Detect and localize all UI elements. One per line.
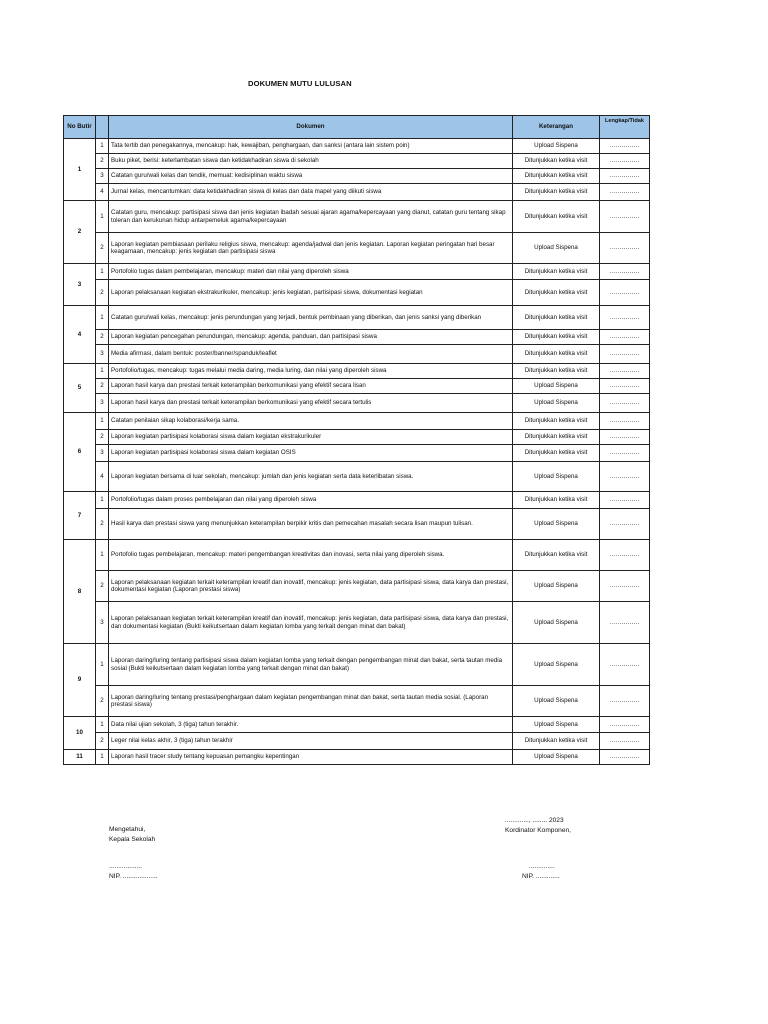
dokumen-cell: Laporan daring/luring tentang partisipasi siswa dalam kegiatan lomba yang terkait dengan pengembangan minat dan bakat, serta tautan media sosial (Bukti keikutsertaan dalam kegiatan lomba yang terkait dengan minat dan bakat) (109, 644, 513, 686)
keterangan-cell: Upload Sispena (513, 717, 600, 733)
dokumen-cell: Laporan pelaksanaan kegiatan ekstrakurikuler, mencakup: jenis kegiatan, partisipasi siswa, dokumentasi kegiatan (109, 280, 513, 306)
keterangan-cell: Ditunjukkan ketika visit (513, 169, 600, 184)
no-butir-cell: 3 (64, 264, 96, 306)
dokumen-cell: Laporan pelaksanaan kegiatan terkait keterampilan kreatif dan inovatif, mencakup: jenis kegiatan, data partisipasi siswa, data karya dan prestasi, dan dokumentasi kegiatan (Bukti keikutsertaan dalam kegiatan lomba yang terkait dengan minat dan bakat) (109, 602, 513, 644)
dokumen-cell: Laporan hasil karya dan prestasi terkait keterampilan berkomunikasi yang efektif secara tertulis (109, 394, 513, 413)
dokumen-cell: Portofolio/tugas dalam proses pembelajaran dan nilai yang diperoleh siswa (109, 492, 513, 509)
item-number-cell: 2 (96, 233, 109, 264)
item-number-cell: 3 (96, 445, 109, 462)
keterangan-cell: Ditunjukkan ketika visit (513, 201, 600, 233)
dokumen-cell: Laporan kegiatan pencegahan perundungan, mencakup: agenda, panduan, dan partisipasi siswa (109, 330, 513, 345)
header-no-butir: No Butir (64, 116, 96, 139)
table-row (64, 139, 650, 154)
signature-left-role: Kepala Sekolah (109, 835, 156, 843)
item-number-cell: 2 (96, 571, 109, 602)
dokumen-cell: Laporan kegiatan bersama di luar sekolah, mencakup: jumlah dan jenis kegiatan serta data keterlibatan siswa. (109, 462, 513, 492)
keterangan-cell: Upload Sispena (513, 571, 600, 602)
signature-left-nip: NIP. ................... (109, 872, 158, 880)
lengkap-tidak-cell: ............... (600, 571, 650, 602)
item-number-cell: 1 (96, 413, 109, 430)
lengkap-tidak-cell: ............... (600, 644, 650, 686)
dokumen-cell: Buku piket, berisi: keterlambatan siswa dan ketidakhadiran siswa di sekolah (109, 154, 513, 169)
lengkap-tidak-cell: ............... (600, 201, 650, 233)
lengkap-tidak-cell: ............... (600, 445, 650, 462)
item-number-cell: 1 (96, 306, 109, 330)
item-number-cell: 3 (96, 169, 109, 184)
dokumen-cell: Jurnal kelas, mencantumkan: data ketidakhadiran siswa di kelas dan data mapel yang diikuti siswa (109, 184, 513, 201)
dokumen-cell: Data nilai ujian sekolah, 3 (tiga) tahun terakhir. (109, 717, 513, 733)
item-number-cell: 1 (96, 201, 109, 233)
keterangan-cell: Ditunjukkan ketika visit (513, 330, 600, 345)
dokumen-cell: Portofolio/tugas, mencakup: tugas melalui media daring, media luring, dan nilai yang diperoleh siswa (109, 364, 513, 379)
dokumen-cell: Portofolio tugas dalam pembelajaran, mencakup: materi dan nilai yang diperoleh siswa (109, 264, 513, 280)
document-title: DOKUMEN MUTU LULUSAN (248, 79, 352, 88)
table-row (64, 379, 650, 394)
lengkap-tidak-cell: ............... (600, 686, 650, 717)
keterangan-cell: Ditunjukkan ketika visit (513, 445, 600, 462)
item-number-cell: 4 (96, 462, 109, 492)
table-row (64, 330, 650, 345)
table-row (64, 306, 650, 330)
no-butir-cell: 8 (64, 540, 96, 644)
keterangan-cell: Ditunjukkan ketika visit (513, 280, 600, 306)
keterangan-cell: Upload Sispena (513, 509, 600, 540)
table-header-row (64, 116, 650, 139)
table-row (64, 644, 650, 686)
table-row (64, 492, 650, 509)
signature-right-date: ............., ........ 2023 (505, 817, 564, 824)
keterangan-cell: Ditunjukkan ketika visit (513, 492, 600, 509)
table-row (64, 233, 650, 264)
dokumen-cell: Laporan kegiatan partisipasi kolaborasi siswa dalam kegiatan ekstrakurikuler (109, 430, 513, 445)
lengkap-tidak-cell: ............... (600, 330, 650, 345)
table-row (64, 394, 650, 413)
signature-right-nip: NIP. ............. (522, 872, 560, 880)
item-number-cell: 2 (96, 430, 109, 445)
keterangan-cell: Ditunjukkan ketika visit (513, 430, 600, 445)
no-butir-cell: 9 (64, 644, 96, 717)
signature-left (109, 825, 158, 881)
item-number-cell: 3 (96, 602, 109, 644)
item-number-cell: 2 (96, 733, 109, 750)
dokumen-cell: Portofolio tugas pembelajaran, mencakup: materi pengembangan kreativitas dan inovasi, serta nilai yang diperoleh siswa. (109, 540, 513, 571)
lengkap-tidak-cell: ............... (600, 184, 650, 201)
item-number-cell: 2 (96, 379, 109, 394)
dokumen-cell: Laporan pelaksanaan kegiatan terkait keterampilan kreatif dan inovatif, mencakup: jenis kegiatan, data partisipasi siswa, data karya dan prestasi, dokumentasi kegiatan (Laporan prestasi siswa) (109, 571, 513, 602)
table-row (64, 364, 650, 379)
table-row (64, 280, 650, 306)
signature-right-name: .............. (529, 863, 555, 870)
table-row (64, 733, 650, 750)
lengkap-tidak-cell: ............... (600, 733, 650, 750)
keterangan-cell: Ditunjukkan ketika visit (513, 733, 600, 750)
lengkap-tidak-cell: ............... (600, 264, 650, 280)
no-butir-cell: 6 (64, 413, 96, 492)
dokumen-cell: Catatan guru, mencakup: partisipasi siswa dan jenis kegiatan ibadah sesuai ajaran agama/kepercayaan yang dianut, catatan guru tentang sikap toleran dan kerukunan hidup antarpemeluk agama/kepercayaan (109, 201, 513, 233)
lengkap-tidak-cell: ............... (600, 717, 650, 733)
table-row (64, 184, 650, 201)
keterangan-cell: Ditunjukkan ketika visit (513, 413, 600, 430)
lengkap-tidak-cell: ............... (600, 413, 650, 430)
lengkap-tidak-cell: ............... (600, 509, 650, 540)
table-row (64, 571, 650, 602)
keterangan-cell: Upload Sispena (513, 644, 600, 686)
table-row (64, 602, 650, 644)
keterangan-cell: Upload Sispena (513, 233, 600, 264)
dokumen-cell: Tata tertib dan penegakannya, mencakup: hak, kewajiban, penghargaan, dan sanksi (antara lain sistem poin) (109, 139, 513, 154)
table-row (64, 509, 650, 540)
header-no (96, 116, 109, 139)
item-number-cell: 3 (96, 394, 109, 413)
table-row (64, 264, 650, 280)
keterangan-cell: Ditunjukkan ketika visit (513, 364, 600, 379)
item-number-cell: 2 (96, 330, 109, 345)
lengkap-tidak-cell: ............... (600, 345, 650, 364)
dokumen-cell: Laporan hasil karya dan prestasi terkait keterampilan berkomunikasi yang efektif secara lisan (109, 379, 513, 394)
keterangan-cell: Upload Sispena (513, 602, 600, 644)
item-number-cell: 2 (96, 154, 109, 169)
item-number-cell: 3 (96, 345, 109, 364)
lengkap-tidak-cell: ............... (600, 306, 650, 330)
lengkap-tidak-cell: ............... (600, 430, 650, 445)
dokumen-table (63, 115, 650, 765)
table-row (64, 169, 650, 184)
dokumen-cell: Catatan guru/wali kelas dan tendik, memuat: kedisiplinan waktu siswa (109, 169, 513, 184)
lengkap-tidak-cell: ............... (600, 233, 650, 264)
lengkap-tidak-cell: ............... (600, 540, 650, 571)
table-row (64, 345, 650, 364)
keterangan-cell: Upload Sispena (513, 750, 600, 765)
dokumen-cell: Laporan kegiatan pembiasaan perilaku religius siswa, mencakup: agenda/jadwal dan jenis kegiatan. Laporan kegiatan peringatan hari besar keagamaan, mencakup: jenis kegiatan dan partisipasi siswa (109, 233, 513, 264)
item-number-cell: 1 (96, 717, 109, 733)
dokumen-cell: Media afirmasi, dalam bentuk: poster/banner/spanduk/leaflet (109, 345, 513, 364)
header-dokumen: Dokumen (109, 116, 513, 139)
no-butir-cell: 1 (64, 139, 96, 201)
lengkap-tidak-cell: ............... (600, 462, 650, 492)
table-row (64, 750, 650, 765)
signature-left-label: Mengetahui, (109, 826, 146, 833)
no-butir-cell: 10 (64, 717, 96, 750)
table-row (64, 154, 650, 169)
table-row (64, 430, 650, 445)
signature-left-name: .................. (109, 863, 142, 870)
item-number-cell: 1 (96, 139, 109, 154)
keterangan-cell: Ditunjukkan ketika visit (513, 306, 600, 330)
table-row (64, 717, 650, 733)
lengkap-tidak-cell: ............... (600, 750, 650, 765)
lengkap-tidak-cell: ............... (600, 492, 650, 509)
no-butir-cell: 5 (64, 364, 96, 413)
table-row (64, 201, 650, 233)
table-row (64, 462, 650, 492)
dokumen-cell: Hasil karya dan prestasi siswa yang menunjukkan keterampilan berpikir kritis dan pemecahan masalah secara lisan maupun tulisan. (109, 509, 513, 540)
signature-right-role: Kordinator Komponen, (505, 826, 571, 834)
keterangan-cell: Ditunjukkan ketika visit (513, 184, 600, 201)
table-row (64, 686, 650, 717)
item-number-cell: 1 (96, 264, 109, 280)
no-butir-cell: 2 (64, 201, 96, 264)
no-butir-cell: 7 (64, 492, 96, 540)
table-row (64, 413, 650, 430)
item-number-cell: 2 (96, 509, 109, 540)
keterangan-cell: Ditunjukkan ketika visit (513, 540, 600, 571)
lengkap-tidak-cell: ............... (600, 364, 650, 379)
item-number-cell: 2 (96, 280, 109, 306)
dokumen-cell: Catatan guru/wali kelas, mencakup: jenis perundungan yang terjadi, bentuk pembinaan yang diberikan, dan jenis sanksi yang diberikan (109, 306, 513, 330)
header-keterangan: Keterangan (513, 116, 600, 139)
item-number-cell: 1 (96, 644, 109, 686)
item-number-cell: 1 (96, 492, 109, 509)
keterangan-cell: Upload Sispena (513, 686, 600, 717)
lengkap-tidak-cell: ............... (600, 154, 650, 169)
keterangan-cell: Ditunjukkan ketika visit (513, 154, 600, 169)
dokumen-cell: Laporan kegiatan partisipasi kolaborasi siswa dalam kegiatan OSIS (109, 445, 513, 462)
dokumen-cell: Laporan daring/luring tentang prestasi/penghargaan dalam kegiatan pengembangan minat dan bakat, serta tautan media sosial. (Laporan prestasi siswa) (109, 686, 513, 717)
table-row (64, 540, 650, 571)
no-butir-cell: 11 (64, 750, 96, 765)
keterangan-cell: Upload Sispena (513, 462, 600, 492)
lengkap-tidak-cell: ............... (600, 602, 650, 644)
dokumen-cell: Laporan hasil tracer study tentang kepuasan pemangku kepentingan (109, 750, 513, 765)
item-number-cell: 4 (96, 184, 109, 201)
lengkap-tidak-cell: ............... (600, 394, 650, 413)
header-lengkap-tidak: Lengkap/Tidak (600, 116, 650, 139)
signature-right (505, 816, 571, 881)
keterangan-cell: Ditunjukkan ketika visit (513, 264, 600, 280)
keterangan-cell: Ditunjukkan ketika visit (513, 345, 600, 364)
item-number-cell: 1 (96, 364, 109, 379)
lengkap-tidak-cell: ............... (600, 139, 650, 154)
keterangan-cell: Upload Sispena (513, 139, 600, 154)
lengkap-tidak-cell: ............... (600, 379, 650, 394)
lengkap-tidak-cell: ............... (600, 280, 650, 306)
no-butir-cell: 4 (64, 306, 96, 364)
lengkap-tidak-cell: ............... (600, 169, 650, 184)
table-row (64, 445, 650, 462)
dokumen-cell: Leger nilai kelas akhir, 3 (tiga) tahun terakhir (109, 733, 513, 750)
item-number-cell: 1 (96, 750, 109, 765)
dokumen-cell: Catatan penilaian sikap kolaborasi/kerja sama. (109, 413, 513, 430)
keterangan-cell: Upload Sispena (513, 394, 600, 413)
item-number-cell: 1 (96, 540, 109, 571)
keterangan-cell: Upload Sispena (513, 379, 600, 394)
item-number-cell: 2 (96, 686, 109, 717)
